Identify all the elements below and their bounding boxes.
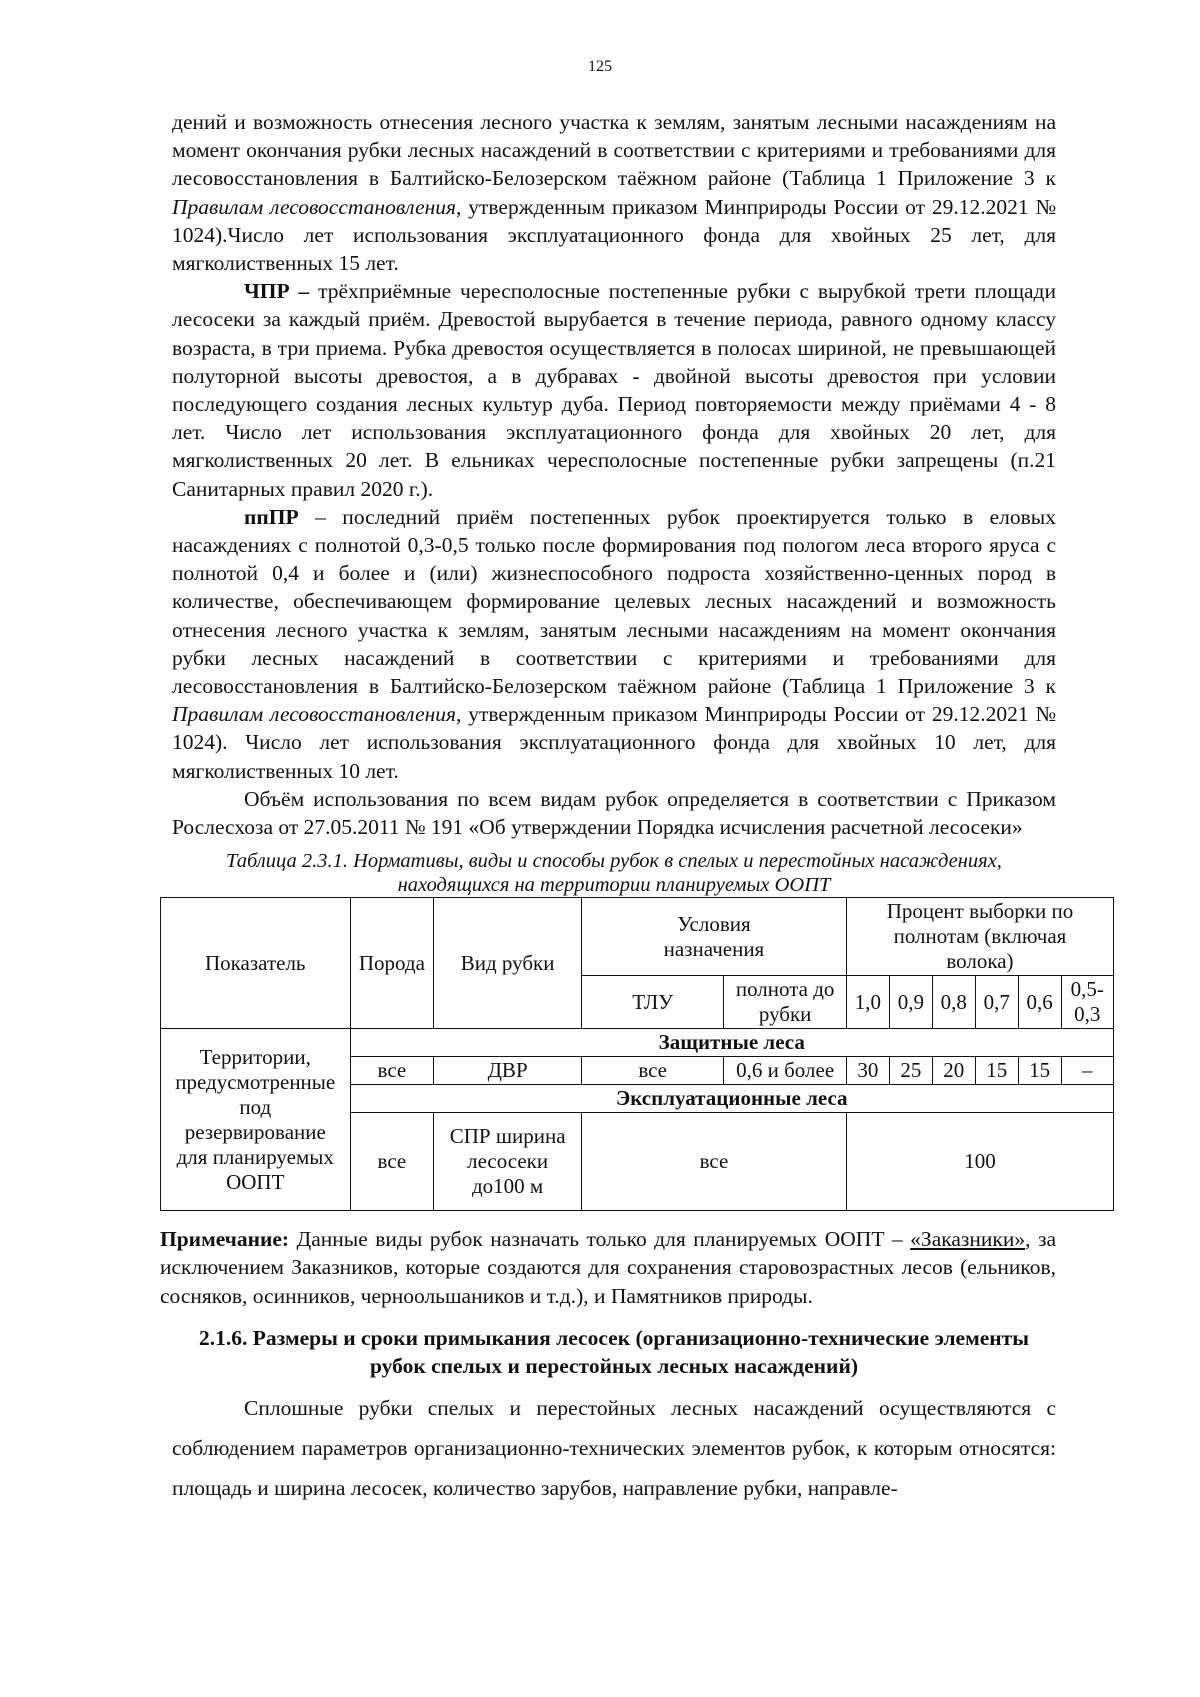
row1-value-5: 15	[1018, 1057, 1061, 1085]
header-percent: Процент выборки по полнотам (включая волока)	[846, 898, 1113, 976]
row1-density-before: 0,6 и более	[724, 1057, 847, 1085]
header-species: Порода	[350, 898, 434, 1029]
header-density-2: 0,9	[889, 976, 932, 1029]
section-protective: Защитные леса	[350, 1029, 1113, 1057]
row1-value-3: 20	[932, 1057, 975, 1085]
section-paragraph: Сплошные рубки спелых и перестойных лесных насаждений осуществляются с соблюдением параметров организационно-технических элементов рубок, к которым относятся: площадь и ширина лесосек, количество зарубов, направление рубки, направле-	[172, 1396, 1056, 1501]
paragraph-continuation: дений и возможность отнесения лесного участка к землям, занятым лесными насаждениям на момент окончания рубки лесных насаждений в соответствии с критериями и требованиями для лесовосстановления в Балтийско-Белозерском таёжном районе (Таблица 1 Приложение 3 к Правилам лесовосстановления, утвержденным приказом Минприроды России от 29.12.2021 № 1024).Число лет использования эксплуатационного фонда для хвойных 25 лет, для мягколиственных 15 лет.	[172, 110, 1056, 276]
header-density-4: 0,7	[975, 976, 1018, 1029]
section-heading: 2.1.6. Размеры и сроки примыкания лесосек (организационно-технические элементы рубок спелых и перестойных лесных насаждений)	[198, 1325, 1030, 1379]
row1-tlu: все	[581, 1057, 723, 1085]
row-label-territories: Территории, предусмотренные под резервирование для планируемых ООПТ	[161, 1029, 351, 1211]
header-conditions: Условия назначения	[581, 898, 846, 976]
term-pppr: ппПР	[244, 504, 299, 529]
header-tlu: ТЛУ	[581, 976, 723, 1029]
header-density-before: полнота до рубки	[724, 976, 847, 1029]
row1-species: все	[350, 1057, 434, 1085]
row1-value-2: 25	[889, 1057, 932, 1085]
row1-value-6: –	[1061, 1057, 1113, 1085]
norms-table	[160, 897, 1114, 1211]
header-density-3: 0,8	[932, 976, 975, 1029]
term-chpr: ЧПР –	[244, 279, 310, 304]
row1-value-1: 30	[846, 1057, 889, 1085]
row1-cut-type: ДВР	[434, 1057, 582, 1085]
italic-reference: Правилам лесовосстановления	[172, 702, 457, 727]
header-density-1: 1,0	[846, 976, 889, 1029]
paragraph-volume: Объём использования по всем видам рубок определяется в соответствии с Приказом Рослесхоза от 27.05.2011 № 191 «Об утверждении Порядка исчисления расчетной лесосеки»	[172, 786, 1056, 840]
note-paragraph: Примечание: Данные виды рубок назначать только для планируемых ООПТ – «Заказники», за исключением Заказников, которые создаются для сохранения старовозрастных лесов (ельников, сосняков, осинников, черноольшаников и т.д.), и Памятников природы.	[160, 1227, 1056, 1308]
header-indicator: Показатель	[161, 898, 351, 1029]
header-cut-type: Вид рубки	[434, 898, 582, 1029]
paragraph-pppr: ппПР – последний приём постепенных рубок проектируется только в еловых насаждениях с полнотой 0,3-0,5 только после формирования под пологом леса второго яруса с полнотой 0,4 и более и (или) жизнеспособного подроста хозяйственно-ценных пород в количестве, обеспечивающем формирование целевых лесных насаждений и возможность отнесения лесного участка к землям, занятым лесными насаждениям на момент окончания рубки лесных насаждений в соответствии с критериями и требованиями для лесовосстановления в Балтийско-Белозерском таёжном районе (Таблица 1 Приложение 3 к Правилам лесовосстановления, утвержденным приказом Минприроды России от 29.12.2021 № 1024). Число лет использования эксплуатационного фонда для хвойных 10 лет, для мягколиственных 10 лет.	[172, 504, 1056, 783]
page-number: 125	[588, 58, 612, 75]
table-caption: Таблица 2.3.1. Нормативы, виды и способы рубок в спелых и перестойных насаждениях, находящихся на территории планируемых ООПТ	[226, 850, 1002, 897]
page-content	[160, 108, 1104, 1508]
row2-species: все	[350, 1113, 434, 1211]
row1-value-4: 15	[975, 1057, 1018, 1085]
italic-reference: Правилам лесовосстановления	[172, 194, 457, 219]
row2-conditions: все	[581, 1113, 846, 1211]
row2-cut-type: СПР ширина лесосеки до100 м	[434, 1113, 582, 1211]
section-exploitation: Эксплуатационные леса	[350, 1085, 1113, 1113]
note-label: Примечание:	[160, 1227, 290, 1252]
header-density-6: 0,5-0,3	[1061, 976, 1113, 1029]
zakazniki-link[interactable]: «Заказники»	[910, 1227, 1026, 1252]
paragraph-chpr: ЧПР – трёхприёмные чересполосные постепенные рубки с вырубкой трети площади лесосеки за каждый приём. Древостой вырубается в течение периода, равного одному классу возраста, в три приема. Рубка древостоя осуществляется в полосах шириной, не превышающей полуторной высоты древостоя, а в дубравах - двойной высоты древостоя при условии последующего создания лесных культур дуба. Период повторяемости между приёмами 4 - 8 лет. Число лет использования эксплуатационного фонда для хвойных 20 лет, для мягколиственных 20 лет. В ельниках чересполосные постепенные рубки запрещены (п.21 Санитарных правил 2020 г.).	[172, 279, 1056, 501]
header-density-5: 0,6	[1018, 976, 1061, 1029]
row2-percent: 100	[846, 1113, 1113, 1211]
